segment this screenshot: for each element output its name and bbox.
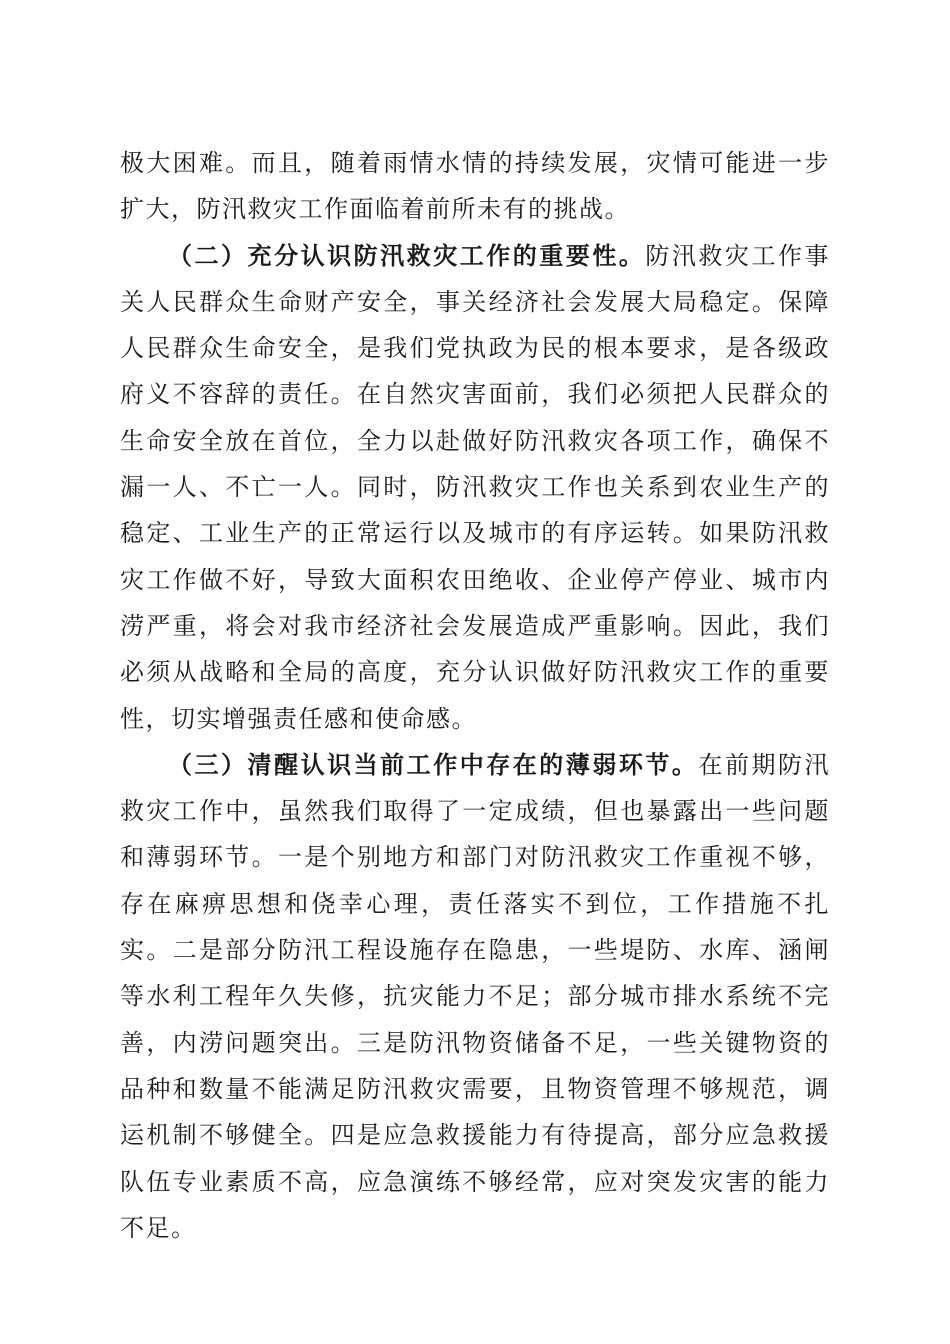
document-body (120, 140, 830, 1251)
paragraph-text: 防汛救灾工作事关人民群众生命财产安全，事关经济社会发展大局稳定。保障人民群众生命安全，是我们党执政为民的根本要求，是各级政府义不容辞的责任。在自然灾害面前，我们必须把人民群众的生命安全放在首位，全力以赴做好防汛救灾各项工作，确保不漏一人、不亡一人。同时，防汛救灾工作也关系到农业生产的稳定、工业生产的正常运行以及城市的有序运转。如果防汛救灾工作做不好，导致大面积农田绝收、企业停产停业、城市内涝严重，将会对我市经济社会发展造成严重影响。因此，我们必须从战略和全局的高度，充分认识做好防汛救灾工作的重要性，切实增强责任感和使命感。 (120, 241, 830, 733)
paragraph-text: 极大困难。而且，随着雨情水情的持续发展，灾情可能进一步扩大，防汛救灾工作面临着前所未有的挑战。 (120, 149, 830, 224)
paragraph-text: 在前期防汛救灾工作中，虽然我们取得了一定成绩，但也暴露出一些问题和薄弱环节。一是个别地方和部门对防汛救灾工作重视不够，存在麻痹思想和侥幸心理，责任落实不到位，工作措施不扎实。二是部分防汛工程设施存在隐患，一些堤防、水库、涵闸等水利工程年久失修，抗灾能力不足；部分城市排水系统不完善，内涝问题突出。三是防汛物资储备不足，一些关键物资的品种和数量不能满足防汛救灾需要，且物资管理不够规范，调运机制不够健全。四是应急救援能力有待提高，部分应急救援队伍专业素质不高，应急演练不够经常，应对突发灾害的能力不足。 (120, 750, 831, 1242)
section-heading: （三）清醒认识当前工作中存在的薄弱环节。 (168, 749, 699, 779)
paragraph-continuation (120, 140, 830, 233)
section-heading: （二）充分认识防汛救灾工作的重要性。 (168, 240, 646, 270)
paragraph-section-three (120, 742, 830, 1251)
paragraph-section-two (120, 233, 830, 742)
